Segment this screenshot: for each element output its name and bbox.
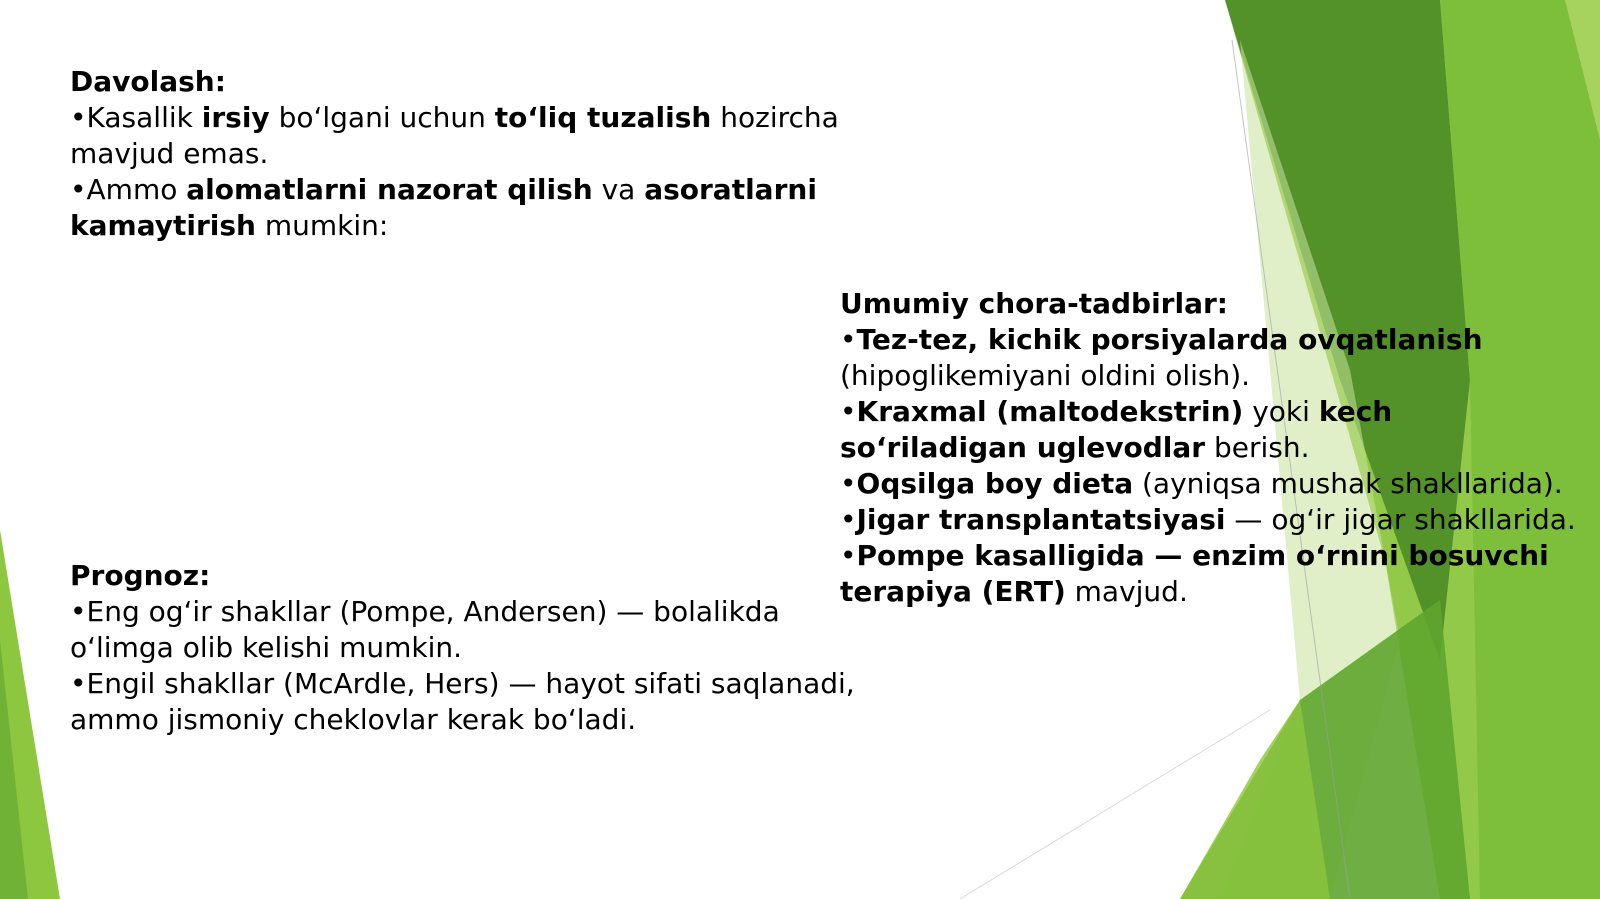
chora-tadbirlar-section — [840, 286, 1580, 610]
chora-item-2: •Kraxmal (maltodekstrin) yoki kech so‘riladigan uglevodlar berish. — [840, 395, 1393, 464]
davolash-heading: Davolash: — [70, 65, 226, 98]
prognoz-bullet-2: •Engil shakllar (McArdle, Hers) — hayot sifati saqlanadi, ammo jismoniy cheklovlar kerak bo‘ladi. — [70, 667, 855, 736]
prognoz-heading: Prognoz: — [70, 559, 211, 592]
chora-item-4: •Jigar transplantatsiyasi — og‘ir jigar shakllarida. — [840, 503, 1576, 536]
chora-item-3: •Oqsilga boy dieta (ayniqsa mushak shakllarida). — [840, 467, 1563, 500]
prognoz-bullet-1: •Eng og‘ir shakllar (Pompe, Andersen) — bolalikda o‘limga olib kelishi mumkin. — [70, 595, 780, 664]
davolash-section — [70, 64, 850, 244]
prognoz-section — [70, 558, 870, 738]
chora-item-5: •Pompe kasalligida — enzim o‘rnini bosuvchi terapiya (ERT) mavjud. — [840, 539, 1549, 608]
davolash-bullet-2: •Ammo alomatlarni nazorat qilish va asoratlarni kamaytirish mumkin: — [70, 173, 817, 242]
chora-heading: Umumiy chora-tadbirlar: — [840, 287, 1228, 320]
davolash-bullet-1: •Kasallik irsiy bo‘lgani uchun to‘liq tuzalish hozircha mavjud emas. — [70, 101, 839, 170]
chora-item-1: •Tez-tez, kichik porsiyalarda ovqatlanish (hipoglikemiyani oldini olish). — [840, 323, 1483, 392]
